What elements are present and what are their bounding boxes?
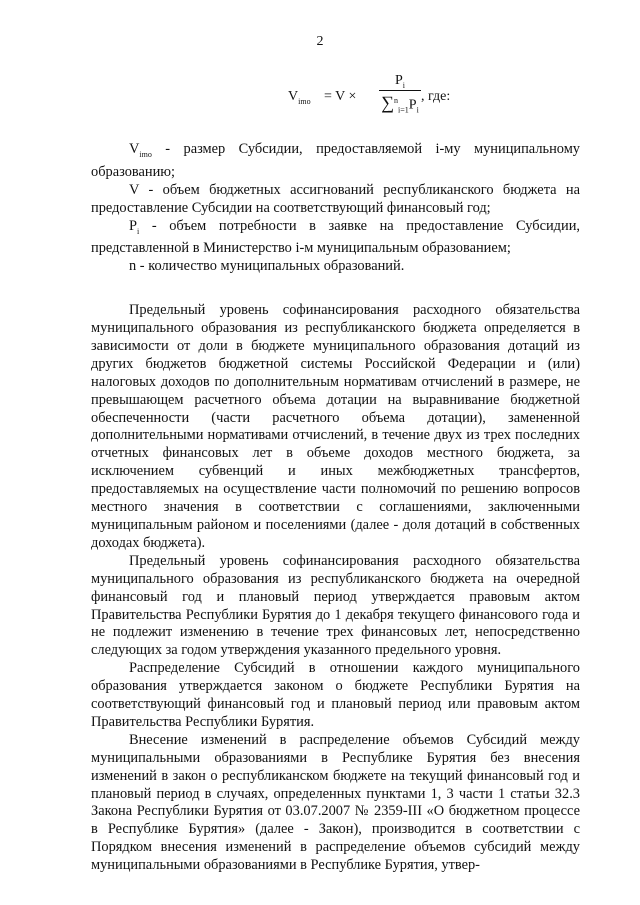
definition-item: V - объем бюджетных ассигнований республиканского бюджета на предоставление Субсидии на соответствующий финансовый год; <box>91 181 580 216</box>
formula-lhs: $V_{imo}$ <box>288 89 311 106</box>
spacer <box>91 276 580 302</box>
definition-item: n - количество муниципальных образований. <box>129 258 405 275</box>
page-number: 2 <box>316 34 324 49</box>
paragraph: Предельный уровень софинансирования расходного обязательства муниципального образования из республиканского бюджета определяется в зависимости от доли в бюджете муниципального образования дотаций из других бюджетов бюджетной системы Российской Федерации и (или) налоговых доходов по дополнительным нормативам отчислений в размере, не превышающем расчетного объема дотации на выравнивание бюджетной обеспеченности (части расчетного объема дотации), замененной дополнительными нормативами отчислений, в течение двух из трех последних отчетных финансовых лет в объеме доходов местного бюджета, за исключением субвенций и иных межбюджетных трансфертов, предоставляемых на осуществление части полномочий по решению вопросов местного значения в соответствии с соглашениями, заключенными муниципальным районом и поселениями (далее - доля дотаций в собственных доходах бюджета). <box>91 302 580 551</box>
formula-fraction <box>379 72 421 119</box>
formula-eq: = V × <box>324 89 357 104</box>
formula-numerator: $P_i$ <box>394 73 406 90</box>
document-body <box>91 141 580 875</box>
paragraph: Распределение Субсидий в отношении каждого муниципального образования утверждается законом о бюджете Республики Бурятия на соответствующий финансовый год и плановый период или правовым актом Правительства Республики Бурятия. <box>91 660 580 730</box>
definition-item: $P_i$ - объем потребности в заявке на предоставление Субсидии, представленной в Министерство i-м муниципальным образованием; <box>91 217 580 257</box>
definition-item: $V_{imo}$ - размер Субсидии, предоставляемой i-му муниципальному образованию; <box>91 141 580 180</box>
formula-denominator: $\sum^n_{i=1}P_i$ <box>381 92 419 115</box>
fraction-bar <box>379 90 421 91</box>
paragraph: Предельный уровень софинансирования расходного обязательства муниципального образования из республиканского бюджета на очередной финансовый год и плановый период утверждается правовым актом Правительства Республики Бурятия до 1 декабря текущего финансового года и не подлежит изменению в течение трех финансовых лет, непосредственно следующих за годом утверждения указанного предельного уровня. <box>91 552 580 659</box>
formula-where: , где: <box>421 89 451 104</box>
paragraph: Внесение изменений в распределение объемов Субсидий между муниципальными образованиями в Республике Бурятия без внесения изменений в закон о республиканском бюджете на текущий финансовый год и плановый период в случаях, определенных пунктами 1, 3 части 1 статьи 32.3 Закона Республики Бурятия от 03.07.2007 № 2359-III «О бюджетном процессе в Республике Бурятия» (далее - Закон), производится в соответствии с Порядком внесения изменений в распределение объемов субсидий между муниципальными образованиями в Республике Бурятия, утвер- <box>91 731 580 874</box>
